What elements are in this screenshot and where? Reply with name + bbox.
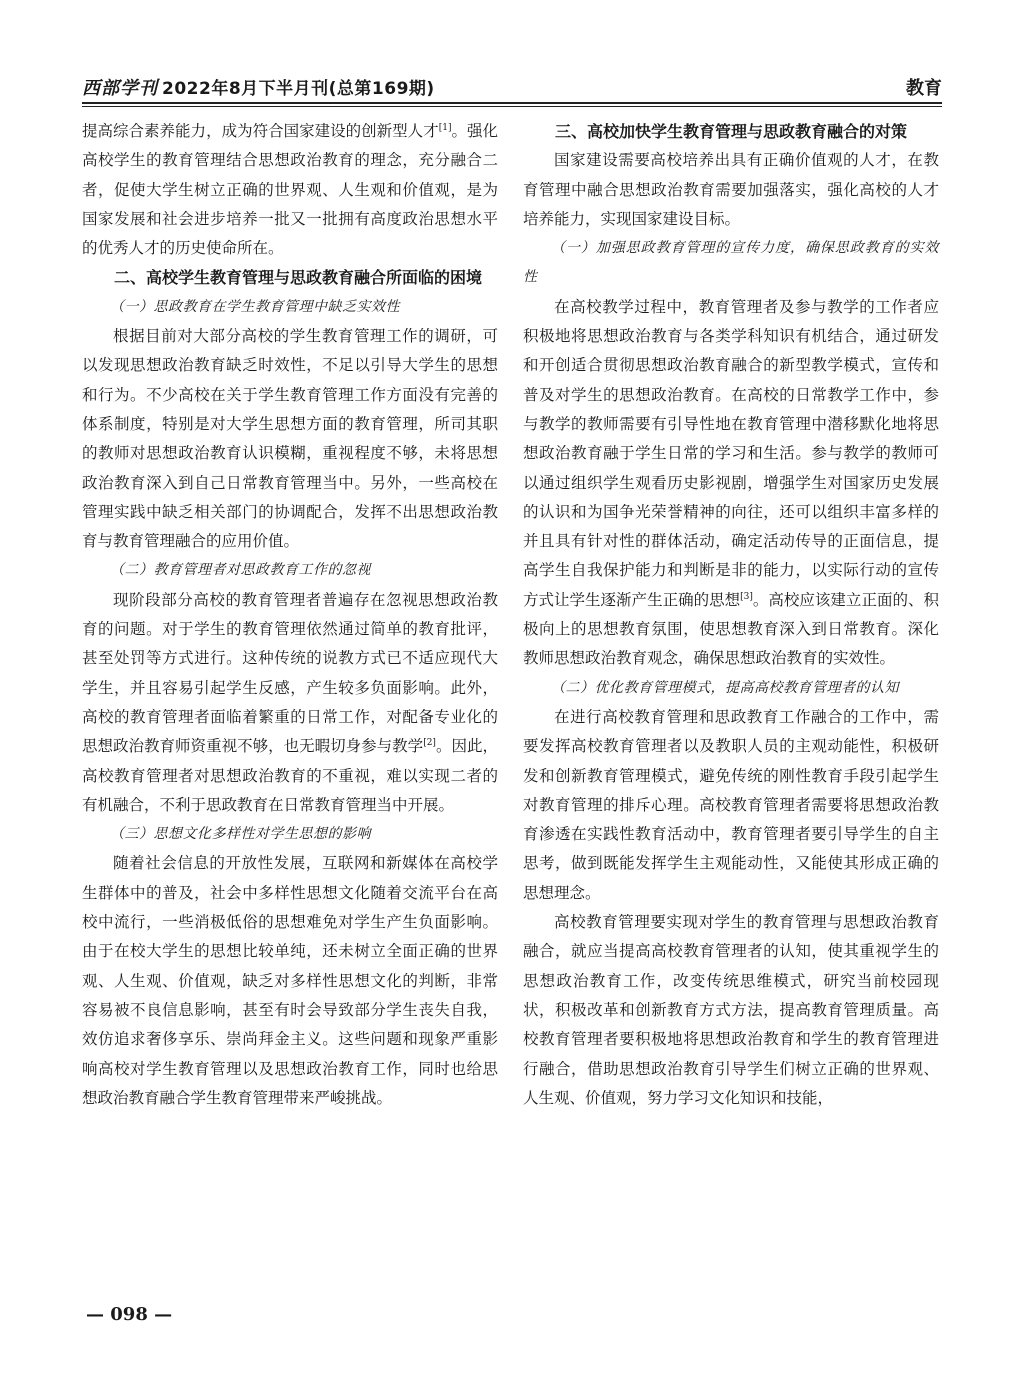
subsection-heading: （三）思想文化多样性对学生思想的影响 [110, 826, 371, 843]
section-heading: 二、高校学生教育管理与思政教育融合所面临的困境 [114, 268, 483, 288]
subsection-heading: （一）加强思政教育管理的宣传力度，确保思政教育的实效性 [523, 240, 939, 286]
citation-ref: [1] [438, 122, 452, 133]
header-rule-thin [82, 106, 942, 107]
right-column [523, 117, 939, 1113]
journal-issue: 2022年8月下半月刊(总第169期) [162, 79, 435, 99]
citation-ref: [3] [740, 591, 753, 602]
page-number: — 098 — [86, 1304, 173, 1325]
paragraph: 根据目前对大部分高校的学生教育管理工作的调研，可以发现思想政治教育缺乏时效性，不足以引导大学生的思想和行为。不少高校在关于学生教育管理工作方面没有完善的体系制度，特别是对大学生思想方面的教育管理，所司其职的教师对思想政治教育认识模糊，重视程度不够，未将思想政治教育深入到自己日常教育管理当中。另外，一些高校在管理实践中缺乏相关部门的协调配合，发挥不出思想政治教育与教育管理融合的应用价值。 [82, 327, 498, 551]
section-heading: 三、高校加快学生教育管理与思政教育融合的对策 [555, 122, 908, 141]
journal-logo: 西部学刊 [82, 78, 158, 99]
subsection-heading: （一）思政教育在学生教育管理中缺乏实效性 [110, 298, 400, 315]
subsection-heading: （二）优化教育管理模式，提高高校教育管理者的认知 [551, 679, 899, 696]
subsection-heading: （二）教育管理者对思政教育工作的忽视 [110, 562, 371, 579]
paragraph: 高校教育管理要实现对学生的教育管理与思想政治教育融合，就应当提高高校教育管理者的认知，使其重视学生的思想政治教育工作，改变传统思维模式，研究当前校园现状，积极改革和创新教育方式方法，提高教育管理质量。高校教育管理者要积极地将思想政治教育和学生的教育管理进行融合，借助思想政治教育引导学生们树立正确的世界观、人生观、价值观，努力学习文化知识和技能， [523, 913, 939, 1107]
paragraph: 现阶段部分高校的教育管理者普遍存在忽视思想政治教育的问题。对于学生的教育管理依然通过简单的教育批评，甚至处罚等方式进行。这种传统的说教方式已不适应现代大学生，并且容易引起学生反感，产生较多负面影响。此外，高校的教育管理者面临着繁重的日常工作，对配备专业化的思想政治教育师资重视不够，也无暇切身参与教学[2]。因此，高校教育管理者对思想政治教育的不重视，难以实现二者的有机融合，不利于思政教育在日常教育管理当中开展。 [82, 590, 498, 814]
paragraph: 国家建设需要高校培养出具有正确价值观的人才，在教育管理中融合思想政治教育需要加强落实，强化高校的人才培养能力，实现国家建设目标。 [523, 151, 939, 228]
left-column [82, 117, 498, 1113]
paragraph: 在高校教学过程中，教育管理者及参与教学的工作者应积极地将思想政治教育与各类学科知识有机结合，通过研发和开创适合贯彻思想政治教育融合的新型教学模式，宣传和普及对学生的思想政治教育。在高校的日常教学工作中，参与教学的教师需要有引导性地在教育管理中潜移默化地将思想政治教育融于学生日常的学习和生活。参与教学的教师可以通过组织学生观看历史影视剧，增强学生对国家历史发展的认识和为国争光荣誉精神的向往，还可以组织丰富多样的并且具有针对性的群体活动，确定活动传导的正面信息，提高学生自我保护能力和判断是非的能力，以实际行动的宣传方式让学生逐渐产生正确的思想[3]。高校应该建立正面的、积极向上的思想教育氛围，使思想教育深入到日常教育。深化教师思想政治教育观念，确保思想政治教育的实效性。 [523, 297, 939, 668]
header-rule [82, 102, 942, 104]
paragraph: 随着社会信息的开放性发展，互联网和新媒体在高校学生群体中的普及，社会中多样性思想文化随着交流平台在高校中流行，一些消极低俗的思想难免对学生产生负面影响。由于在校大学生的思想比较单纯，还未树立全面正确的世界观、人生观、价值观，缺乏对多样性思想文化的判断，非常容易被不良信息影响，甚至有时会导致部分学生丧失自我，效仿追求奢侈享乐、崇尚拜金主义。这些问题和现象严重影响高校对学生教育管理以及思想政治教育工作，同时也给思想政治教育融合学生教育管理带来严峻挑战。 [82, 854, 498, 1107]
citation-ref: [2] [423, 738, 436, 749]
paragraph: 提高综合素养能力，成为符合国家建设的创新型人才[1]。强化高校学生的教育管理结合思想政治教育的理念，充分融合二者，促使大学生树立正确的世界观、人生观和价值观，是为国家发展和社会进步培养一批又一批拥有高度政治思想水平的优秀人才的历史使命所在。 [82, 122, 498, 258]
paragraph: 在进行高校教育管理和思政教育工作融合的工作中，需要发挥高校教育管理者以及教职人员的主观动能性，积极研发和创新教育管理模式，避免传统的刚性教育手段引起学生对教育管理的排斥心理。高校教育管理者需要将思想政治教育渗透在实践性教育活动中，教育管理者要引导学生的自主思考，做到既能发挥学生主观能动性，又能使其形成正确的思想理念。 [523, 707, 939, 902]
running-header [82, 72, 942, 102]
section-name: 教育 [906, 78, 942, 99]
